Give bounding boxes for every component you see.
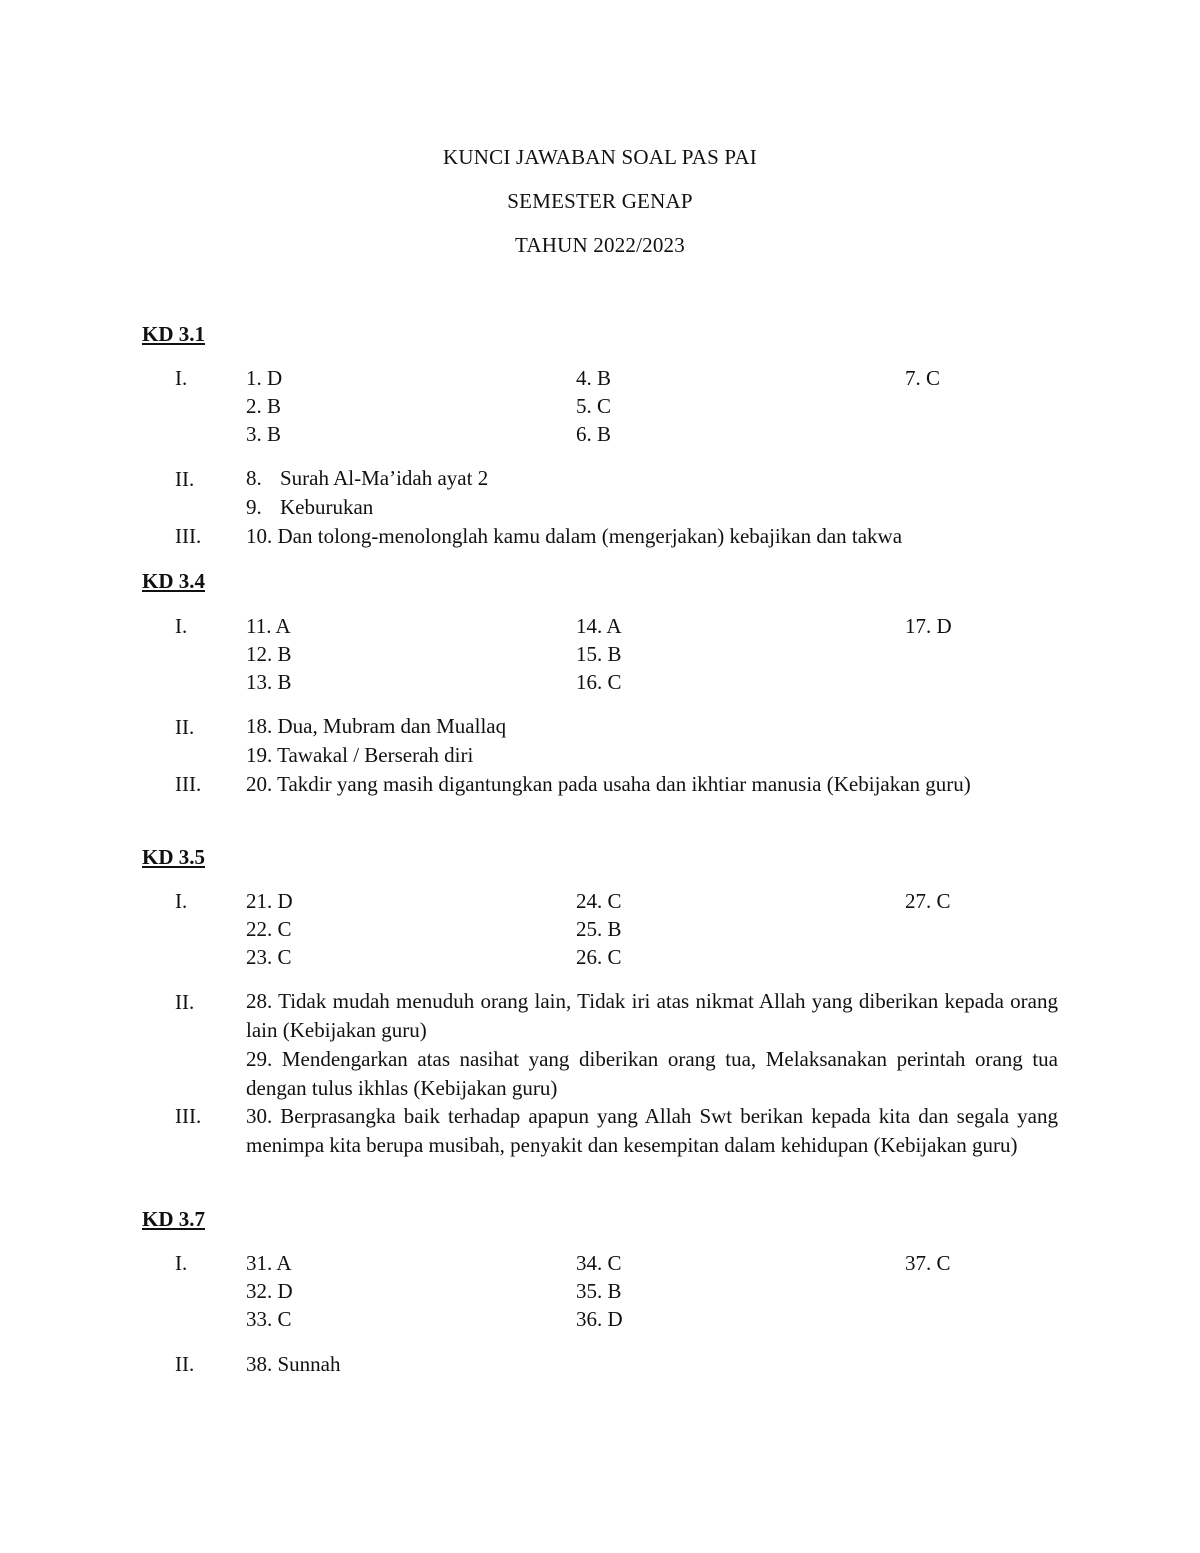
answer-list-col1 (246, 1249, 293, 1333)
section-heading-kd31: KD 3.1 (142, 322, 205, 346)
answer-list-col1 (246, 887, 293, 971)
answer-list-col2 (576, 887, 622, 971)
answer-item: 2. B (246, 394, 282, 418)
answer-item: 21. D (246, 889, 293, 913)
part-label-I: I. (175, 1251, 188, 1275)
answer-item: 23. C (246, 945, 292, 969)
answer-item: 14. A (576, 614, 622, 638)
answer-number: 9. (246, 495, 262, 519)
answer-item: 1. D (246, 366, 283, 390)
document-title (0, 143, 1200, 275)
answer-essay: 10. Dan tolong-menolonglah kamu dalam (mengerjakan) kebajikan dan takwa (246, 524, 903, 548)
answer-item: 36. D (576, 1307, 623, 1331)
answer-item: 37. C (905, 1251, 951, 1275)
answer-number: 8. (246, 466, 262, 490)
answer-item: 12. B (246, 642, 292, 666)
answer-text: Keburukan (280, 495, 374, 519)
part-label-II: II. (175, 990, 195, 1014)
answer-item: 32. D (246, 1279, 293, 1303)
answer-item: 7. C (905, 366, 941, 390)
answer-essay (246, 493, 1058, 522)
answer-item: 25. B (576, 917, 622, 941)
answer-list-col3 (905, 612, 952, 640)
answer-item: 4. B (576, 366, 612, 390)
answer-list-col2 (576, 612, 622, 696)
section-heading-kd37: KD 3.7 (142, 1207, 205, 1231)
answer-list-col3 (905, 364, 940, 392)
answer-essay: 28. Tidak mudah menuduh orang lain, Tidak iri atas nikmat Allah yang diberikan kepada orang lain (Kebijakan guru) (246, 989, 1058, 1042)
part-label-II: II. (175, 467, 195, 491)
part-label-III: III. (175, 772, 202, 796)
part-label-I: I. (175, 366, 188, 390)
answer-essay: 18. Dua, Mubram dan Muallaq (246, 714, 507, 738)
answer-list-col2 (576, 1249, 623, 1333)
part-label-III: III. (175, 524, 202, 548)
answer-essay: 30. Berprasangka baik terhadap apapun yang Allah Swt berikan kepada kita dan segala yang menimpa kita berupa musibah, penyakit dan kesempitan dalam kehidupan (Kebijakan guru) (246, 1104, 1058, 1157)
answer-item: 31. A (246, 1251, 292, 1275)
answer-list-col3 (905, 1249, 951, 1277)
title-line-2: SEMESTER GENAP (507, 189, 693, 213)
answer-item: 24. C (576, 889, 622, 913)
part-label-I: I. (175, 614, 188, 638)
part-label-II: II. (175, 715, 195, 739)
answer-list-col3 (905, 887, 951, 915)
answer-item: 15. B (576, 642, 622, 666)
answer-essay: 19. Tawakal / Berserah diri (246, 743, 474, 767)
answer-item: 13. B (246, 670, 292, 694)
answer-item: 22. C (246, 917, 292, 941)
part-label-III: III. (175, 1104, 202, 1128)
part-label-II: II. (175, 1352, 195, 1376)
answer-essay: 20. Takdir yang masih digantungkan pada usaha dan ikhtiar manusia (Kebijakan guru) (246, 772, 971, 796)
part-label-I: I. (175, 889, 188, 913)
answer-list-col1 (246, 612, 292, 696)
title-line-1: KUNCI JAWABAN SOAL PAS PAI (443, 145, 757, 169)
answer-item: 6. B (576, 422, 612, 446)
answer-essay (246, 464, 1058, 493)
answer-item: 26. C (576, 945, 622, 969)
answer-essay: 38. Sunnah (246, 1352, 341, 1376)
answer-item: 16. C (576, 670, 622, 694)
answer-text: Surah Al-Ma’idah ayat 2 (280, 466, 489, 490)
answer-item: 35. B (576, 1279, 622, 1303)
answer-item: 34. C (576, 1251, 622, 1275)
answer-item: 17. D (905, 614, 952, 638)
section-heading-kd35: KD 3.5 (142, 845, 205, 869)
answer-item: 3. B (246, 422, 282, 446)
answer-list-col1 (246, 364, 282, 448)
answer-item: 27. C (905, 889, 951, 913)
answer-item: 5. C (576, 394, 612, 418)
answer-essay: 29. Mendengarkan atas nasihat yang diberikan orang tua, Melaksanakan perintah orang tua dengan tulus ikhlas (Kebijakan guru) (246, 1047, 1058, 1100)
title-line-3: TAHUN 2022/2023 (515, 233, 685, 257)
answer-item: 11. A (246, 614, 291, 638)
answer-list-col2 (576, 364, 611, 448)
section-heading-kd34: KD 3.4 (142, 569, 205, 593)
answer-item: 33. C (246, 1307, 292, 1331)
